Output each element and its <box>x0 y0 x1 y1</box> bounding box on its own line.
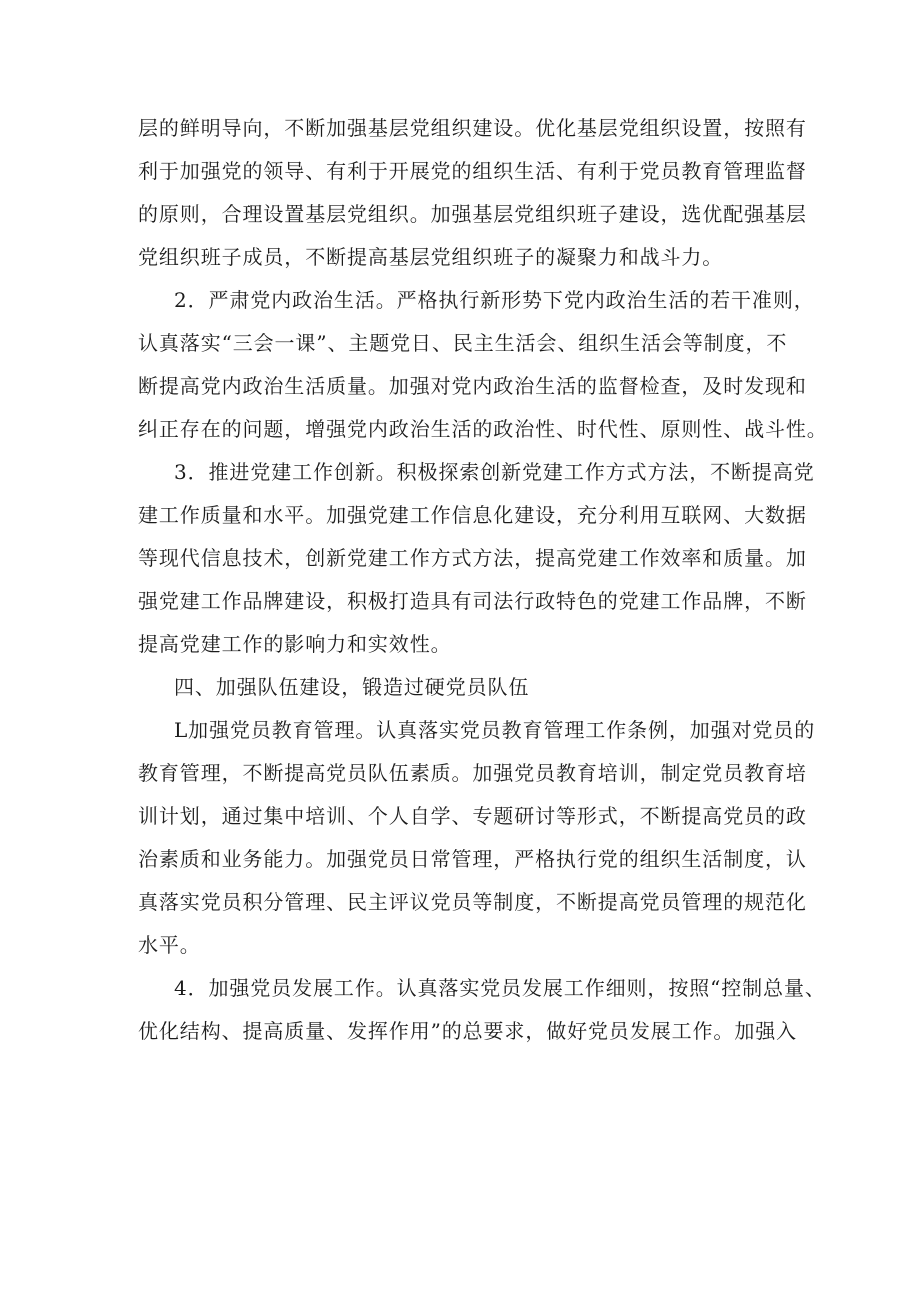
section-heading: 四、加强队伍建设，锻造过硬党员队伍 <box>174 675 530 699</box>
text-line: 2．严肃党内政治生活。严格执行新形势下党内政治生活的若干准则， <box>174 288 815 312</box>
text-line: 教育管理，不断提高党员队伍素质。加强党员教育培训，制定党员教育培 <box>138 761 807 785</box>
text-line: 真落实党员积分管理、民主评议党员等制度，不断提高党员管理的规范化 <box>138 890 807 914</box>
text-line: 等现代信息技术，创新党建工作方式方法，提高党建工作效率和质量。加 <box>138 546 807 570</box>
text-line: 党组织班子成员，不断提高基层党组织班子的凝聚力和战斗力。 <box>138 245 724 269</box>
text-line: 纠正存在的问题，增强党内政治生活的政治性、时代性、原则性、战斗性。 <box>138 417 828 441</box>
text-line: 4．加强党员发展工作。认真落实党员发展工作细则，按照“控制总量、 <box>174 976 826 1000</box>
text-line: 水平。 <box>138 933 201 957</box>
text-line: 的原则，合理设置基层党组织。加强基层党组织班子建设，选优配强基层 <box>138 202 807 226</box>
text-line: 层的鲜明导向，不断加强基层党组织建设。优化基层党组织设置，按照有 <box>138 116 807 140</box>
text-line: 治素质和业务能力。加强党员日常管理，严格执行党的组织生活制度，认 <box>138 847 807 871</box>
text-line: 断提高党内政治生活质量。加强对党内政治生活的监督检查，及时发现和 <box>138 374 807 398</box>
text-line: 优化结构、提高质量、发挥作用”的总要求，做好党员发展工作。加强入 <box>138 1019 798 1043</box>
text-line: 3．推进党建工作创新。积极探索创新党建工作方式方法，不断提高党 <box>174 460 815 484</box>
document-body <box>138 107 828 1053</box>
text-line: 认真落实“三会一课”、主题党日、民主生活会、组织生活会等制度，不 <box>138 331 788 355</box>
text-line: 建工作质量和水平。加强党建工作信息化建设，充分利用互联网、大数据 <box>138 503 807 527</box>
text-line: 提高党建工作的影响力和实效性。 <box>138 632 452 656</box>
text-line: 强党建工作品牌建设，积极打造具有司法行政特色的党建工作品牌，不断 <box>138 589 807 613</box>
text-line: L加强党员教育管理。认真落实党员教育管理工作条例，加强对党员的 <box>174 718 816 742</box>
text-line: 训计划，通过集中培训、个人自学、专题研讨等形式，不断提高党员的政 <box>138 804 807 828</box>
text-line: 利于加强党的领导、有利于开展党的组织生活、有利于党员教育管理监督 <box>138 159 807 183</box>
